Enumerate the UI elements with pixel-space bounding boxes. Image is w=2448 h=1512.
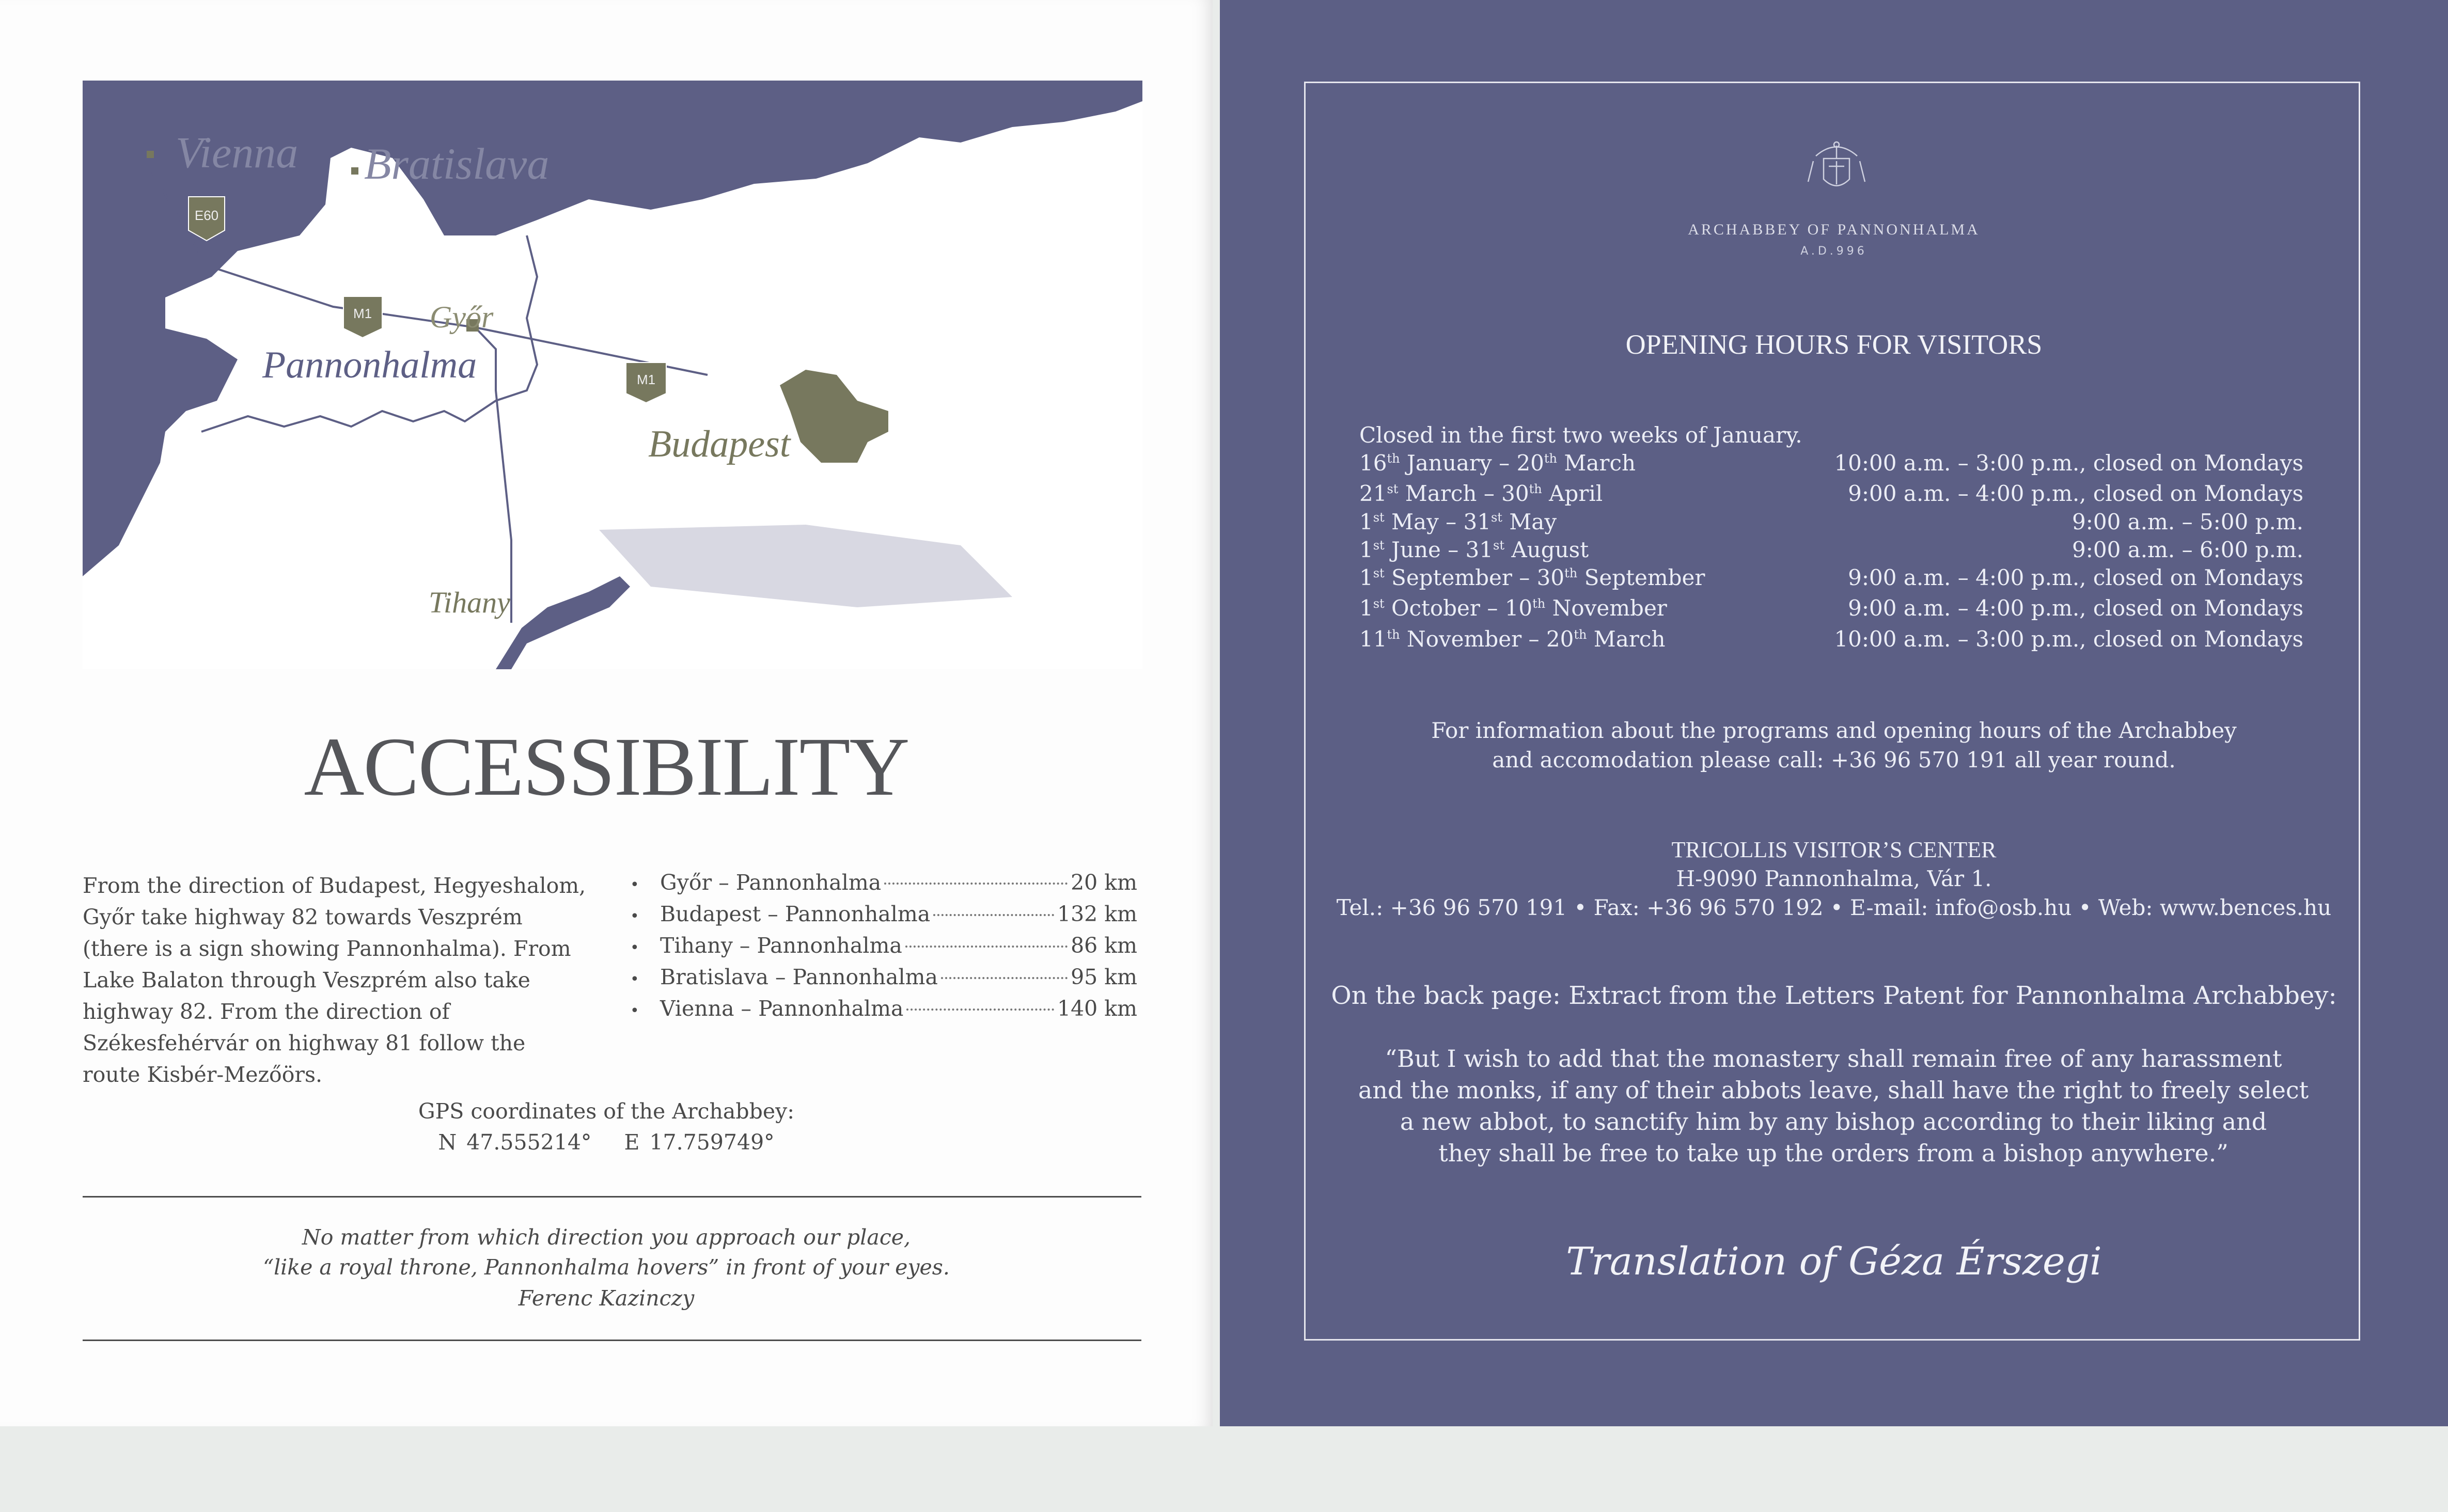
distance-route: Tihany – Pannonhalma: [660, 933, 902, 958]
visitor-center-contact: Tel.: +36 96 570 191 • Fax: +36 96 570 192 • E-mail: info@osb.hu • Web: www.bences.hu: [1336, 895, 2332, 920]
distance-km: 140 km: [1057, 996, 1137, 1021]
distance-route: Budapest – Pannonhalma: [660, 902, 931, 926]
letter-line: they shall be free to take up the orders from a bishop anywhere.”: [1438, 1139, 2229, 1167]
distance-km: 20 km: [1071, 870, 1137, 895]
dot-leader: [941, 977, 1068, 979]
budapest-label: Budapest: [648, 423, 791, 465]
abbey-year: A.D.996: [1800, 245, 1868, 258]
route-map: [83, 81, 1142, 669]
distance-item: [630, 965, 1137, 996]
distance-item: [630, 870, 1137, 902]
gps-east: E 17.759749°: [624, 1130, 775, 1155]
distance-item: [630, 996, 1137, 1028]
hours-time: 9:00 a.m. – 6:00 p.m.: [2072, 537, 2303, 562]
bullet: •: [630, 876, 639, 894]
hours-time: 10:00 a.m. – 3:00 p.m., closed on Mondays: [1834, 450, 2303, 476]
bratislava-label: Bratislava: [364, 139, 550, 188]
hours-period: 21st March – 30th April: [1359, 481, 1603, 506]
m1-sign-gyor: [343, 296, 382, 338]
vienna-label: Vienna: [176, 128, 299, 177]
gps-label: GPS coordinates of the Archabbey:: [418, 1099, 795, 1124]
hours-time: 9:00 a.m. – 4:00 p.m., closed on Mondays: [1848, 595, 2303, 621]
dot-leader: [906, 1009, 1054, 1011]
quote-line-2: “like a royal throne, Pannonhalma hovers” in front of your eyes.: [263, 1255, 950, 1280]
dot-leader: [884, 883, 1068, 885]
hours-row: [1359, 450, 2303, 479]
hours-time: 9:00 a.m. – 4:00 p.m., closed on Mondays: [1848, 565, 2303, 590]
letter-line: a new abbot, to sanctify him by any bishop according to their liking and: [1400, 1108, 2267, 1136]
hours-period: 16th January – 20th March: [1359, 450, 1636, 476]
hours-time: 9:00 a.m. – 5:00 p.m.: [2072, 509, 2303, 534]
hours-time: 10:00 a.m. – 3:00 p.m., closed on Mondays: [1834, 626, 2303, 652]
distance-item: [630, 902, 1137, 933]
info-line-1: For information about the programs and opening hours of the Archabbey: [1431, 718, 2237, 743]
map-bratislava-marker: [351, 167, 358, 175]
divider-bottom: [83, 1340, 1141, 1341]
quote-author: Ferenc Kazinczy: [518, 1286, 695, 1311]
hours-time: 9:00 a.m. – 4:00 p.m., closed on Mondays: [1848, 481, 2303, 506]
dot-leader: [933, 914, 1054, 916]
pannonhalma-label: Pannonhalma: [262, 344, 477, 386]
opening-hours-title: OPENING HOURS FOR VISITORS: [1625, 329, 2043, 360]
hours-row: [1359, 565, 2303, 594]
hours-row: [1359, 626, 2303, 655]
hours-period: 11th November – 20th March: [1359, 626, 1666, 652]
distance-km: 86 km: [1071, 933, 1137, 958]
bullet: •: [630, 1002, 639, 1020]
gps-values: [0, 1130, 1213, 1155]
quote-line-1: No matter from which direction you approach our place,: [302, 1225, 911, 1250]
m1-label-b: M1: [636, 372, 656, 387]
map-vienna-marker: [147, 151, 154, 158]
gps-north: N 47.555214°: [438, 1130, 592, 1155]
bullet: •: [630, 907, 639, 925]
info-line-2: and accomodation please call: +36 96 570 191 all year round.: [1492, 747, 2176, 773]
distance-item: [630, 933, 1137, 965]
accessibility-title: ACCESSIBILITY: [304, 721, 909, 813]
hours-period: 1st September – 30th September: [1359, 565, 1705, 590]
letter-line: “But I wish to add that the monastery shall remain free of any harassment: [1385, 1045, 2282, 1073]
e60-label: E60: [194, 208, 219, 223]
hours-row: [1359, 595, 2303, 624]
tihany-label: Tihany: [429, 586, 510, 619]
distance-km: 95 km: [1071, 965, 1137, 989]
m1-label-a: M1: [353, 306, 372, 321]
translation-credit: Translation of Géza Érszegi: [1566, 1239, 2102, 1284]
gyor-label: Győr: [430, 300, 494, 334]
hours-row: [1359, 509, 2303, 538]
letter-line: and the monks, if any of their abbots leave, shall have the right to freely select: [1358, 1076, 2309, 1104]
visitor-center-name: TRICOLLIS VISITOR’S CENTER: [1671, 837, 1997, 862]
letters-patent-quote: [1307, 1043, 2360, 1169]
distance-route: Győr – Pannonhalma: [660, 870, 882, 895]
divider-top: [83, 1196, 1141, 1198]
distance-list: [630, 870, 1137, 1028]
hours-period: 1st October – 10th November: [1359, 595, 1667, 621]
m1-sign-budapest: [626, 363, 666, 403]
dot-leader: [905, 946, 1068, 948]
hours-period: 1st May – 31st May: [1359, 509, 1557, 534]
archabbey-crest-icon: [1806, 135, 1868, 197]
distance-route: Vienna – Pannonhalma: [660, 996, 904, 1021]
bullet: •: [630, 970, 639, 988]
visitor-center-address: H-9090 Pannonhalma, Vár 1.: [1676, 866, 1992, 891]
directions-paragraph: From the direction of Budapest, Hegyeshalom, Győr take highway 82 towards Veszprém (there is a sign showing Pannonhalma). From Lake Balaton through Veszprém also take highway 82. From the direction of Székesfehérvár on highway 81 follow the route Kisbér-Mezőörs.: [83, 873, 586, 1087]
bullet: •: [630, 939, 639, 957]
distance-km: 132 km: [1057, 902, 1137, 926]
hours-row: [1359, 537, 2303, 566]
distance-route: Bratislava – Pannonhalma: [660, 965, 938, 989]
abbey-name: ARCHABBEY OF PANNONHALMA: [1688, 221, 1980, 238]
closed-note: Closed in the first two weeks of January.: [1359, 422, 1802, 448]
hours-period: 1st June – 31st August: [1359, 537, 1589, 562]
back-page-note: On the back page: Extract from the Letters Patent for Pannonhalma Archabbey:: [1331, 981, 2337, 1010]
hours-row: [1359, 481, 2303, 510]
